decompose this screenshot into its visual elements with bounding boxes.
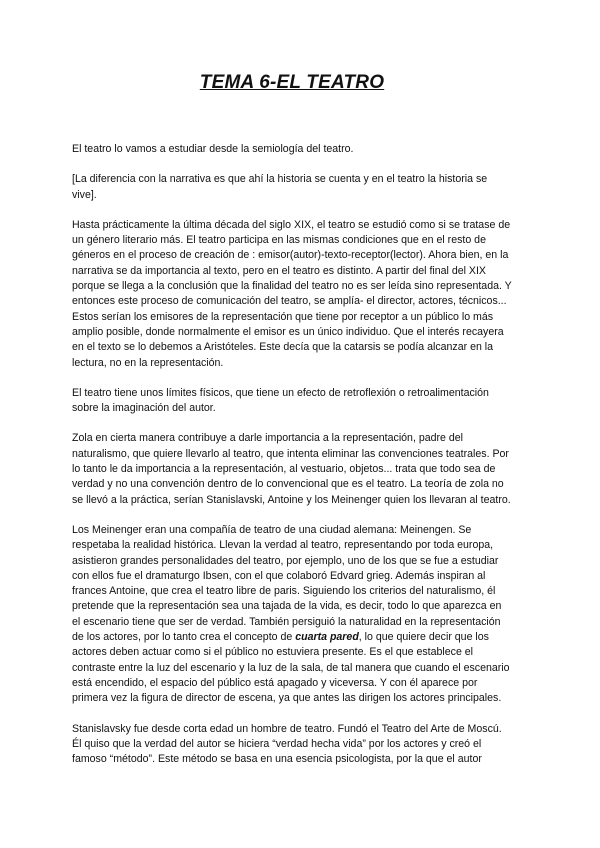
paragraph-intro: El teatro lo vamos a estudiar desde la semiología del teatro.: [72, 143, 354, 155]
paragraph-stanislavsky: Stanislavsky fue desde corta edad un hombre de teatro. Fundó el Teatro del Arte de Moscú. Él quiso que la verdad del autor se hiciera “verdad hecha vida” por los actores y creó el famoso “método”. Este método se basa en una esencia psicologista, por la que el autor: [72, 722, 502, 766]
paragraph-zola: Zola en cierta manera contribuye a darle importancia a la representación, padre del naturalismo, que quiere llevarlo al teatro, que intenta eliminar las convenciones teatrales. Por lo tanto le da importancia a la representación, al vestuario, objetos... trata que todo sea de verdad y no una convención dentro de lo convencional que es el teatro. La teoría de zola no se llevó a la práctica, serían Stanislavski, Antoine y los Meinenger quien los llevaran al teatro.: [72, 432, 511, 506]
meinenger-text-after: , lo que quiere decir que los actores deben actuar como si el público no estuviera presente. Es el que establece el contraste entre la luz del escenario y la luz de la sala, de tal manera que cuando el escenario está encendido, el espacio del público está apagado y viceversa. Y con él aparece por primera vez la figura de director de escena, ya que antes las dirigen los actores principales.: [72, 631, 510, 705]
paragraph-meinenger: [72, 523, 512, 707]
page-title: TEMA 6-EL TEATRO: [199, 72, 385, 93]
paragraph-narrative-difference: [La diferencia con la narrativa es que ahí la historia se cuenta y en el teatro la historia se vive].: [72, 173, 488, 201]
cuarta-pared-emphasis: cuarta pared: [295, 631, 359, 644]
paragraph-history: Hasta prácticamente la última década del siglo XIX, el teatro se estudió como si se tratase de un género literario más. El teatro participa en las mismas condiciones que en el resto de géneros en el proceso de creación de : emisor(autor)-texto-receptor(lector). Ahora bien, en la narrativa se da importancia al texto, pero en el teatro es distinto. A partir del final del XIX porque se llega a la conclusión que la finalidad del teatro no es ser leída sino representada. Y entonces este proceso de comunicación del teatro, se amplía- el director, actores, técnicos... Estos serían los emisores de la representación que tiene por receptor a un público lo más amplio posible, donde normalmente el emisor es un único individuo. Que el interés recayera en el texto se lo debemos a Aristóteles. Este decía que la catarsis se podía alcanzar en la lectura, no en la representación.: [72, 218, 512, 369]
paragraph-physical-limits: El teatro tiene unos límites físicos, que tiene un efecto de retroflexión o retroalimentación sobre la imaginación del autor.: [72, 386, 489, 415]
meinenger-text-before: Los Meinenger eran una compañía de teatro de una ciudad alemana: Meinengen. Se respetaba la realidad histórica. Llevan la verdad al teatro, representando por toda europa, asistieron grandes personalidades del teatro, por ejemplo, uno de los que se fue a estudiar con ellos fue el dramaturgo Ibsen, con el que colaboró Edvard grieg. Además inspiran al frances Antoine, que crea el teatro libre de paris. Siguiendo los criterios del naturalismo, él pretende que la representación sea una tajada de la vida, es decir, todo lo que aparezca en el escenario tiene que ser de verdad. También persiguió la naturalidad en la representación de los actores, por lo tanto crea el concepto de: [72, 523, 502, 644]
